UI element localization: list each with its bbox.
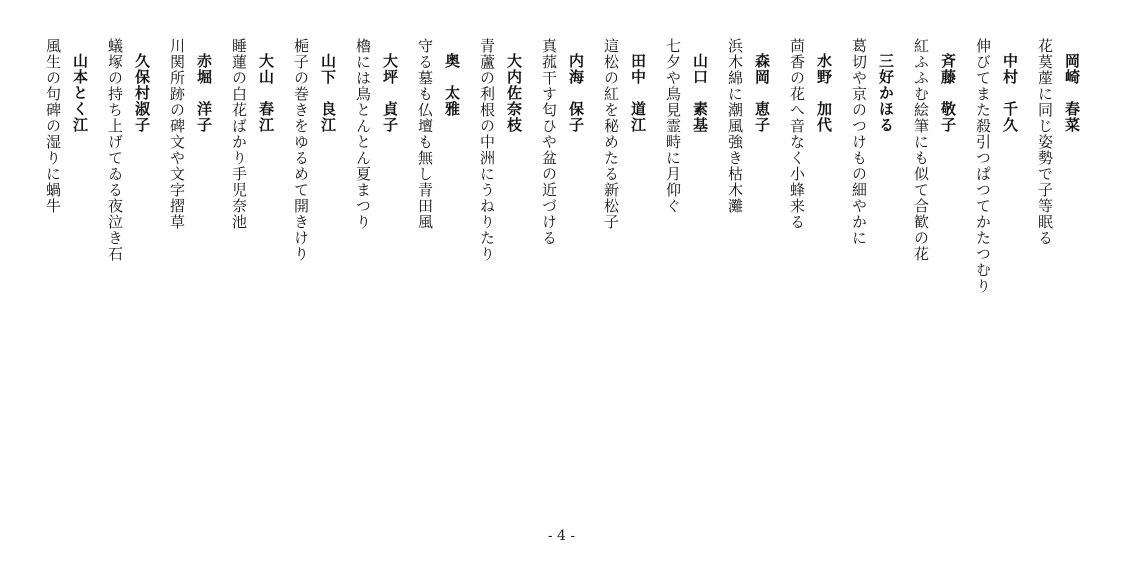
haiku-entry <box>279 38 341 262</box>
haiku-entry <box>93 38 155 262</box>
author-name: 内海 保子 <box>567 53 585 133</box>
haiku-entry <box>155 38 217 230</box>
haiku-entry <box>899 38 961 262</box>
haiku-text: 花茣蓙に同じ姿勢で子等眠る <box>1036 38 1054 246</box>
haiku-text: 浜木綿に潮風強き枯木灘 <box>726 38 744 214</box>
author-name: 三好かほる <box>877 53 895 133</box>
author-name: 森岡 恵子 <box>753 53 771 133</box>
page-number: - 4 - <box>547 528 576 544</box>
haiku-entry <box>31 38 93 214</box>
author-name: 赤堀 洋子 <box>195 53 213 133</box>
author-name: 久保村淑子 <box>133 53 151 133</box>
haiku-entry <box>589 38 651 230</box>
author-name: 田中 道江 <box>629 53 647 133</box>
haiku-text: 茴香の花へ音なく小蜂来る <box>788 38 806 230</box>
haiku-entry <box>403 38 465 230</box>
haiku-text: 紅ふふむ絵筆にも似て合歓の花 <box>912 38 930 262</box>
haiku-text: 真菰干す匂ひや盆の近づける <box>540 38 558 246</box>
author-name: 奥 太雅 <box>443 53 461 117</box>
author-name: 水野 加代 <box>815 53 833 133</box>
haiku-text: 七夕や鳥見霊畤に月仰ぐ <box>664 38 682 214</box>
author-name: 大山 春江 <box>257 53 275 133</box>
haiku-entry <box>217 38 279 230</box>
haiku-text: 睡蓮の白花ばかり手児奈池 <box>230 38 248 230</box>
haiku-text: 伸びてまた殺引つぱつてかたつむり <box>974 38 992 294</box>
author-name: 中村 千久 <box>1001 53 1019 133</box>
haiku-text: 梔子の巻きをゆるめて開きけり <box>292 38 310 262</box>
author-name: 斉藤 敬子 <box>939 53 957 133</box>
haiku-entry <box>465 38 527 262</box>
author-name: 山本とく江 <box>71 53 89 133</box>
haiku-entry <box>775 38 837 230</box>
haiku-text: 葛切や京のつけもの細やかに <box>850 38 868 246</box>
haiku-text: 川関所跡の碑文や文字摺草 <box>168 38 186 230</box>
author-name: 岡崎 春菜 <box>1063 53 1081 133</box>
haiku-entry <box>341 38 403 230</box>
haiku-entry <box>837 38 899 246</box>
author-name: 大内佐奈枝 <box>505 53 523 133</box>
haiku-entry <box>1023 38 1085 246</box>
author-name: 山下 良江 <box>319 53 337 133</box>
haiku-text: 守る墓も仏壇も無し青田風 <box>416 38 434 230</box>
haiku-text: 櫓には鳥とんとん夏まつり <box>354 38 372 230</box>
haiku-columns <box>31 38 1085 498</box>
author-name: 山口 素基 <box>691 53 709 133</box>
haiku-entry <box>651 38 713 214</box>
haiku-text: 風生の句碑の湿りに蝸牛 <box>44 38 62 214</box>
haiku-entry <box>527 38 589 246</box>
haiku-text: 蟻塚の持ち上げてゐる夜泣き石 <box>106 38 124 262</box>
haiku-entry <box>961 38 1023 294</box>
author-name: 大坪 貞子 <box>381 53 399 133</box>
haiku-entry <box>713 38 775 214</box>
haiku-text: 青蘆の利根の中洲にうねりたり <box>478 38 496 262</box>
haiku-text: 這松の紅を秘めたる新松子 <box>602 38 620 230</box>
